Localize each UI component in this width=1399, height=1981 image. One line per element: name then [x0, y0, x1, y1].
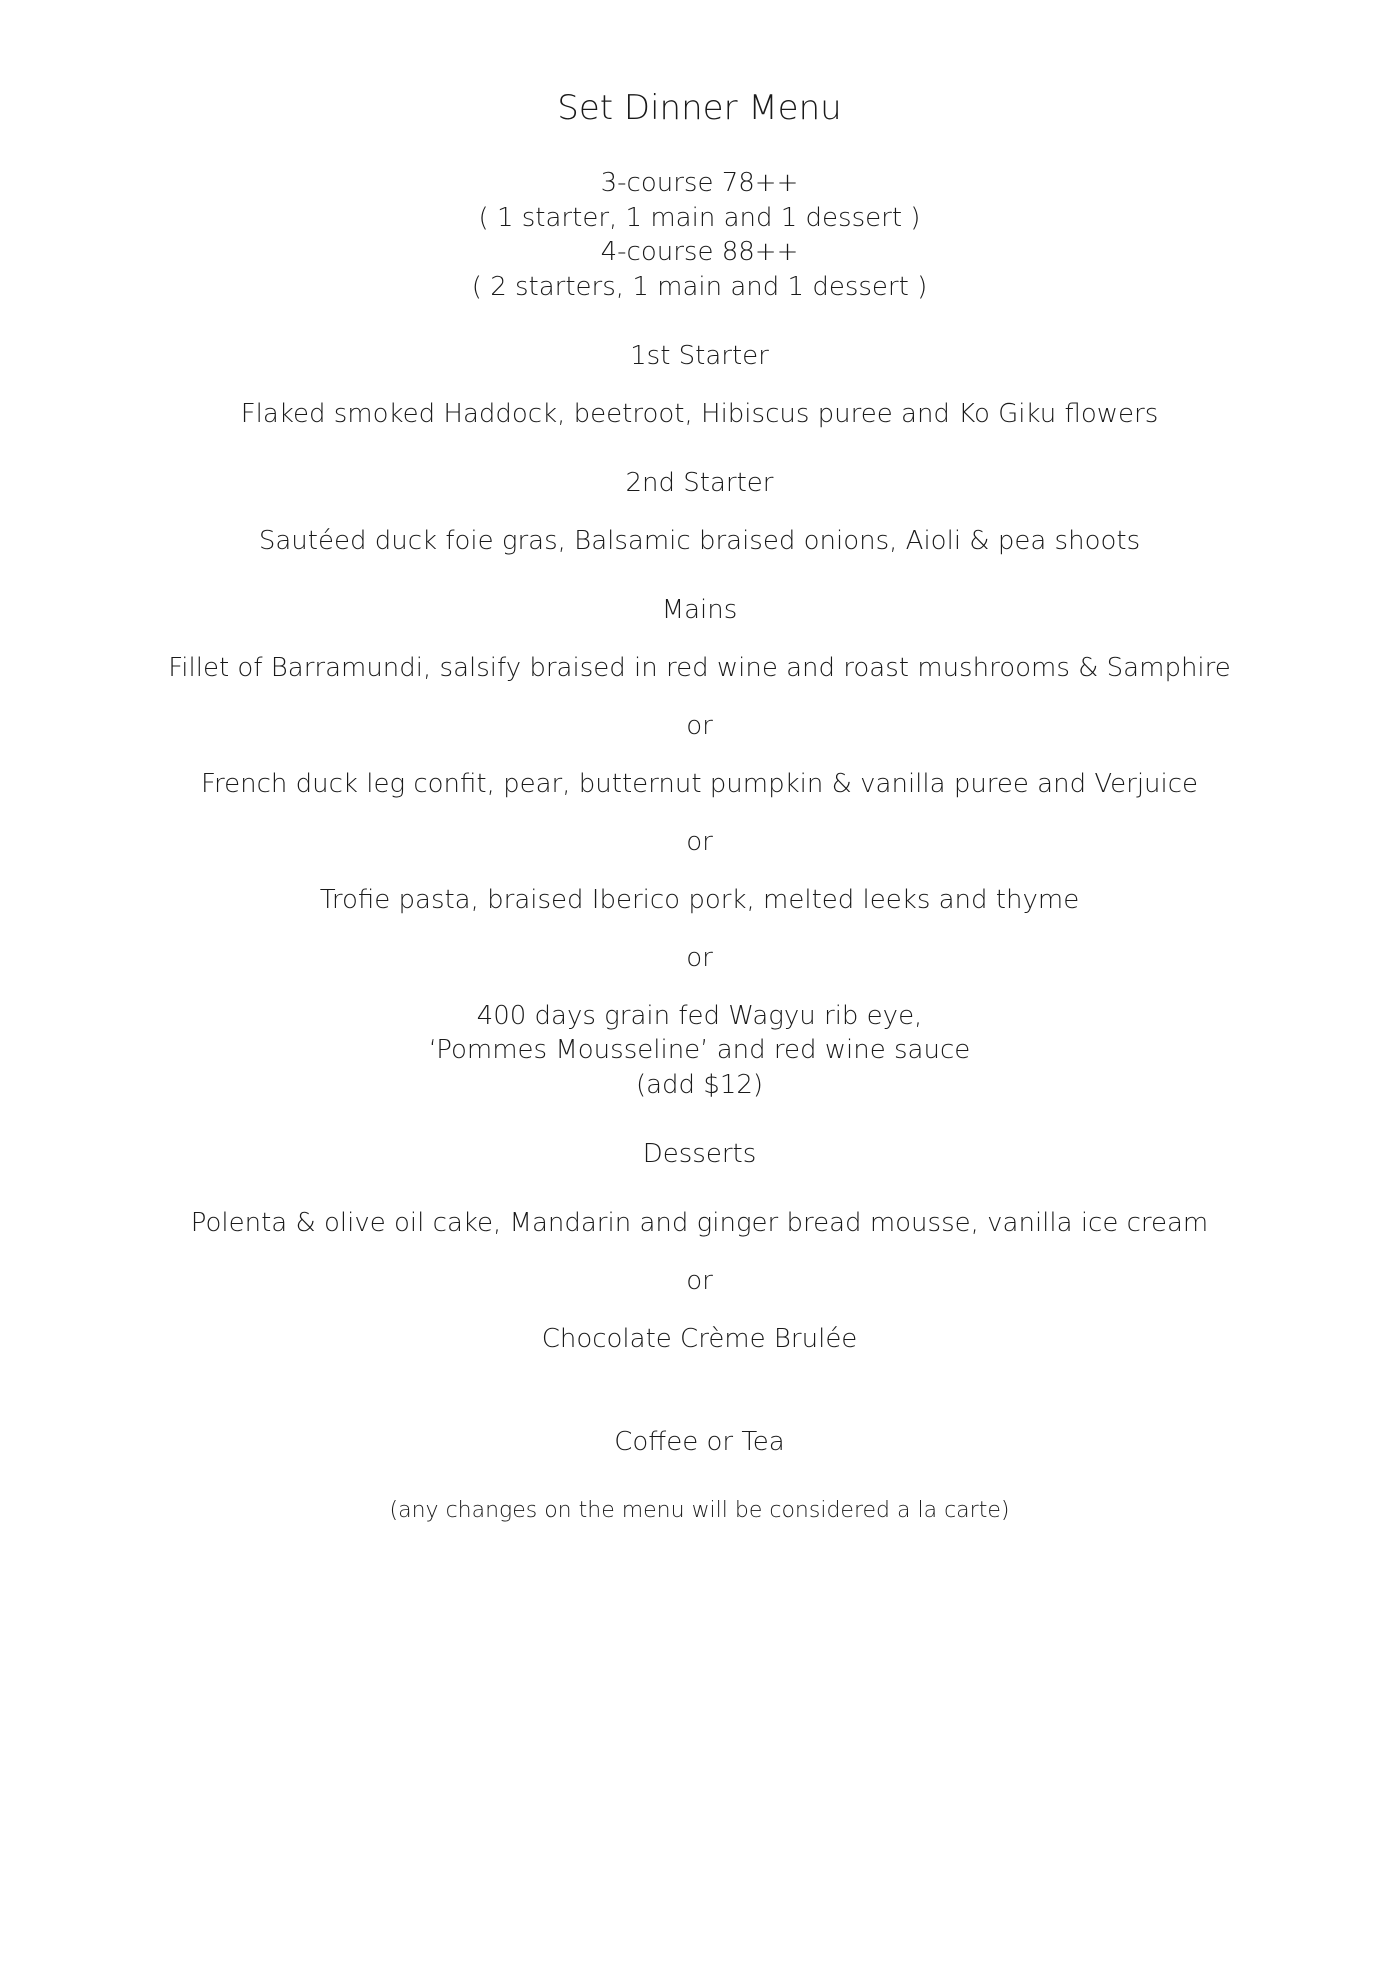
main-dish-wagyu-surcharge: (add $12): [635, 1070, 764, 1100]
mains-or-2: or: [686, 827, 713, 857]
mains-heading: Mains: [661, 595, 738, 625]
pricing-four-course: 4-course 88++: [600, 237, 799, 267]
mains-or-1: or: [686, 711, 713, 741]
second-starter-heading: 2nd Starter: [625, 468, 774, 498]
menu-changes-note: (any changes on the menu will be considered a la carte): [389, 1498, 1010, 1523]
dessert-polenta-cake: Polenta & olive oil cake, Mandarin and ginger bread mousse, vanilla ice cream: [190, 1208, 1209, 1238]
desserts-or-1: or: [686, 1266, 713, 1296]
main-dish-wagyu-line-2: ‘Pommes Mousseline’ and red wine sauce: [428, 1035, 971, 1065]
main-dish-barramundi: Fillet of Barramundi, salsify braised in red wine and roast mushrooms & Samphire: [168, 653, 1231, 683]
menu-title: Set Dinner Menu: [557, 88, 842, 128]
first-starter-heading: 1st Starter: [630, 341, 769, 371]
first-starter-dish: Flaked smoked Haddock, beetroot, Hibiscus puree and Ko Giku flowers: [240, 399, 1159, 429]
second-starter-dish: Sautéed duck foie gras, Balsamic braised onions, Aioli & pea shoots: [258, 526, 1141, 556]
main-dish-trofie-pasta: Trofie pasta, braised Iberico pork, melted leeks and thyme: [319, 885, 1080, 915]
pricing-three-course-detail: ( 1 starter, 1 main and 1 dessert ): [478, 203, 921, 233]
main-dish-wagyu-line-1: 400 days grain fed Wagyu rib eye,: [476, 1001, 923, 1031]
desserts-heading: Desserts: [642, 1139, 757, 1169]
coffee-or-tea: Coffee or Tea: [614, 1427, 785, 1457]
main-dish-duck-confit: French duck leg confit, pear, butternut pumpkin & vanilla puree and Verjuice: [200, 769, 1199, 799]
mains-or-3: or: [686, 943, 713, 973]
pricing-four-course-detail: ( 2 starters, 1 main and 1 dessert ): [471, 272, 928, 302]
dessert-creme-brulee: Chocolate Crème Brulée: [541, 1324, 858, 1354]
pricing-three-course: 3-course 78++: [600, 168, 799, 198]
